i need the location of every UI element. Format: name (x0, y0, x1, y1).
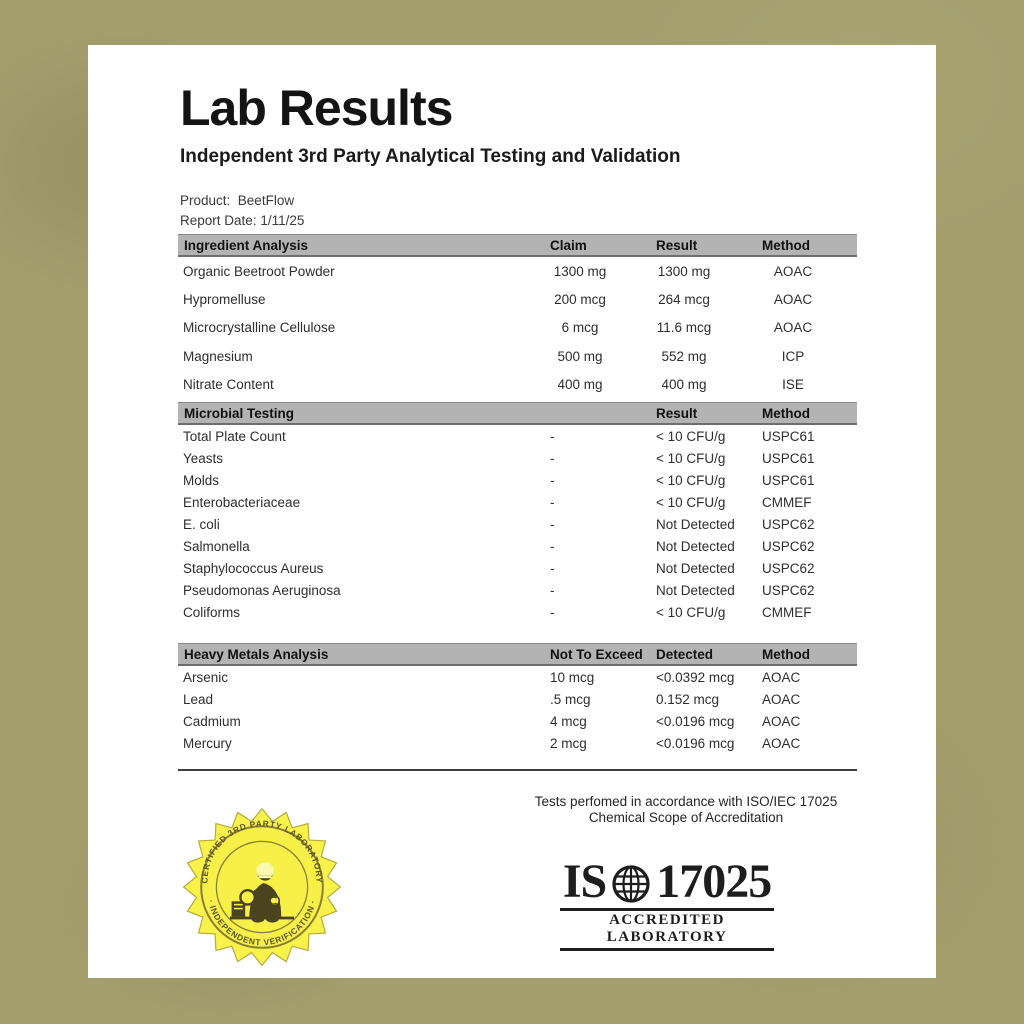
cell-method: USPC62 (762, 516, 815, 532)
cell-method: ISE (782, 377, 804, 393)
cell-result: < 10 CFU/g (656, 450, 726, 466)
column-header-detected: Detected (656, 646, 714, 662)
table-row (178, 688, 857, 710)
cell-claim: - (550, 450, 555, 466)
cell-result: Not Detected (656, 516, 735, 532)
cell-result: 552 mg (661, 348, 707, 364)
badge-seal (182, 807, 342, 967)
cell-claim: 200 mcg (554, 292, 606, 308)
cell-claim: - (550, 560, 555, 576)
cell-analyte: Total Plate Count (183, 428, 286, 444)
cell-method: AOAC (773, 292, 813, 308)
cell-analyte: Enterobacteriaceae (183, 494, 301, 510)
cell-claim: - (550, 582, 555, 598)
cell-claim: 1300 mg (553, 263, 607, 279)
cell-analyte: Pseudomonas Aeruginosa (183, 582, 341, 598)
compliance-line2: Chemical Scope of Accreditation (588, 810, 784, 826)
column-header-claim: Claim (550, 237, 587, 253)
iso-caption: ACCREDITED LABORATORY (606, 912, 728, 945)
cell-result: Not Detected (656, 560, 735, 576)
cell-claim: 6 mcg (561, 320, 599, 336)
cell-result: < 10 CFU/g (656, 428, 726, 444)
table-row (178, 601, 857, 623)
product-line (180, 191, 680, 211)
table-header (178, 234, 857, 257)
product-value: BeetFlow (237, 193, 295, 208)
cell-analyte: Arsenic (183, 669, 229, 685)
iso-17025-logo (560, 855, 774, 951)
cell-limit: 2 mcg (550, 735, 587, 751)
cell-claim: - (550, 494, 555, 510)
cell-result: 264 mcg (658, 292, 710, 308)
cell-analyte: Staphylococcus Aureus (183, 560, 324, 576)
cell-analyte: E. coli (183, 516, 220, 532)
cell-method: CMMEF (762, 494, 812, 510)
iso-rule-bottom (560, 948, 774, 951)
compliance-note (518, 794, 854, 826)
cell-result: < 10 CFU/g (656, 494, 726, 510)
badge-arc-bottom-text: · INDEPENDENT VERIFICATION · (206, 898, 318, 948)
cell-limit: 10 mcg (550, 669, 595, 685)
table-row (178, 732, 857, 754)
cell-method: USPC62 (762, 582, 815, 598)
table-row (178, 710, 857, 732)
table-row (178, 425, 857, 447)
table-row (178, 342, 857, 370)
cell-detected: <0.0392 mcg (656, 669, 735, 685)
cell-detected: 0.152 mcg (656, 691, 720, 707)
cell-claim: 500 mg (557, 348, 603, 364)
table-row (178, 285, 857, 313)
table-row (178, 513, 857, 535)
bottom-divider (178, 769, 857, 771)
cell-method: AOAC (762, 691, 801, 707)
cell-claim: 400 mg (557, 377, 603, 393)
report-header (180, 80, 681, 230)
table-row (178, 579, 857, 601)
table-row (178, 666, 857, 688)
cell-analyte: Organic Beetroot Powder (183, 263, 335, 279)
cell-analyte: Salmonella (183, 538, 250, 554)
table-header (178, 402, 857, 425)
cell-method: ICP (781, 348, 805, 364)
column-header-limit: Not To Exceed (550, 646, 643, 662)
report-date-line (180, 211, 680, 231)
iso-logo-text (560, 855, 774, 908)
table-row (178, 557, 857, 579)
cell-detected: <0.0196 mcg (656, 713, 735, 729)
cell-claim: - (550, 604, 555, 620)
column-header-method: Method (762, 405, 810, 421)
cell-method: USPC61 (762, 428, 815, 444)
cell-method: USPC62 (762, 560, 815, 576)
cell-limit: 4 mcg (550, 713, 587, 729)
table-title: Ingredient Analysis (184, 237, 309, 253)
cell-analyte: Yeasts (183, 450, 224, 466)
iso-text-right: 17025 (656, 855, 772, 908)
cell-result: < 10 CFU/g (656, 604, 726, 620)
cell-result: Not Detected (656, 538, 735, 554)
lab-report-page (88, 45, 936, 978)
cell-analyte: Nitrate Content (183, 377, 274, 393)
table-title: Heavy Metals Analysis (184, 646, 329, 662)
ingredient-analysis-table (178, 234, 857, 399)
cell-claim: - (550, 538, 555, 554)
table-row (178, 469, 857, 491)
table-row (178, 491, 857, 513)
microbial-testing-table (178, 402, 857, 623)
cell-analyte: Molds (183, 472, 220, 488)
cell-limit: .5 mcg (550, 691, 591, 707)
report-date-label: Report Date: (180, 212, 257, 228)
column-header-result: Result (656, 405, 698, 421)
table-row (178, 314, 857, 342)
table-row (178, 371, 857, 399)
cell-method: AOAC (762, 735, 801, 751)
cell-analyte: Microcrystalline Cellulose (183, 320, 336, 336)
column-header-method: Method (762, 646, 810, 662)
cell-analyte: Magnesium (183, 348, 253, 364)
cell-method: AOAC (773, 263, 813, 279)
table-header (178, 643, 857, 666)
iso-text-left: IS (562, 855, 607, 908)
cell-analyte: Hypromelluse (183, 292, 266, 308)
table-row (178, 447, 857, 469)
cell-result: < 10 CFU/g (656, 472, 726, 488)
cell-result: 400 mg (661, 377, 707, 393)
table-row (178, 535, 857, 557)
cell-analyte: Cadmium (183, 713, 241, 729)
cell-method: AOAC (762, 713, 801, 729)
cell-claim: - (550, 472, 555, 488)
cell-method: AOAC (762, 669, 801, 685)
cell-result: 1300 mg (657, 263, 711, 279)
table-row (178, 257, 857, 285)
cell-method: USPC61 (762, 472, 815, 488)
badge-arc-top-text: CERTIFIED 3RD PARTY LABORATORY (199, 818, 325, 884)
cell-analyte: Mercury (183, 735, 232, 751)
compliance-line1: Tests perfomed in accordance with ISO/IEC 17025 (534, 794, 838, 809)
cell-analyte: Lead (183, 691, 214, 707)
certification-badge (182, 807, 342, 967)
product-label: Product: (180, 193, 231, 208)
report-subtitle: Independent 3rd Party Analytical Testing and Validation (180, 146, 681, 167)
cell-detected: <0.0196 mcg (656, 735, 735, 751)
column-header-method: Method (762, 237, 810, 253)
table-title: Microbial Testing (184, 405, 295, 421)
heavy-metals-table (178, 643, 857, 754)
cell-claim: - (550, 428, 555, 444)
cell-claim: - (550, 516, 555, 532)
page-title: Lab Results (180, 80, 453, 136)
cell-method: USPC62 (762, 538, 815, 554)
report-date-value: 1/11/25 (260, 212, 305, 228)
cell-result: Not Detected (656, 582, 735, 598)
cell-method: USPC61 (762, 450, 815, 466)
cell-analyte: Coliforms (183, 604, 241, 620)
iso-rule-top (560, 908, 774, 911)
cell-result: 11.6 mcg (656, 320, 712, 336)
globe-icon (611, 864, 651, 904)
cell-method: AOAC (773, 320, 813, 336)
cell-method: CMMEF (762, 604, 812, 620)
column-header-result: Result (656, 237, 698, 253)
report-meta (180, 191, 680, 230)
